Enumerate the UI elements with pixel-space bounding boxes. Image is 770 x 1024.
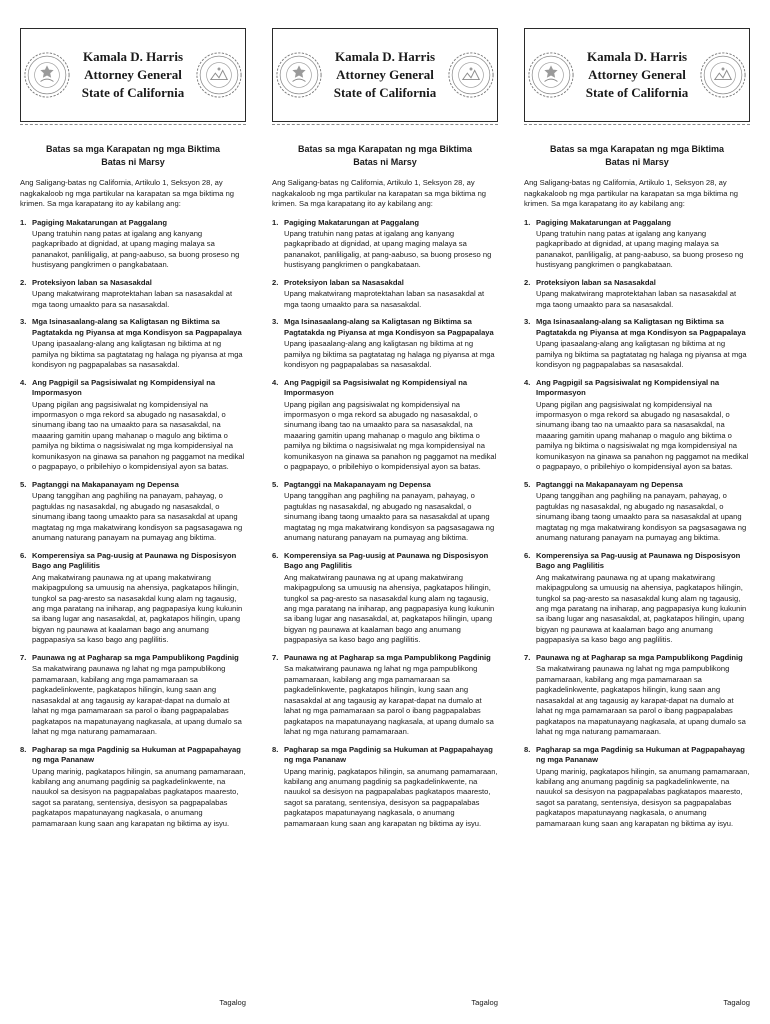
right-number: 4. [524, 377, 531, 387]
right-number: 6. [524, 550, 531, 560]
fold-line [524, 124, 750, 125]
rights-list [20, 218, 246, 837]
right-item [20, 317, 246, 370]
official-state: State of California [81, 84, 185, 100]
right-title: Paunawa ng at Pagharap sa mga Pampublikong Pagdinig [32, 652, 239, 662]
right-number: 8. [272, 744, 279, 754]
right-content [284, 745, 498, 830]
right-content [32, 317, 246, 370]
intro-paragraph: Ang Saligang-batas ng California, Artikulo 1, Seksyon 28, ay nagkakaloob ng mga partikular na karapatan sa mga biktima ng krimen. Sa mga karapatang ito ay kabilang ang: [272, 178, 487, 209]
right-content [284, 551, 498, 646]
right-content [32, 745, 246, 830]
right-number: 1. [272, 217, 279, 227]
language-label: Tagalog [723, 997, 750, 1007]
right-content [284, 378, 498, 473]
right-body: Upang tratuhin nang patas at igalang ang kanyang pagkapribado at dignidad, at upang maging malaya sa pananakot, panliligalig, at pang-aabuso, sa buong proseso ng hustisyang pangkrimen o pangkabataan. [536, 228, 744, 270]
right-body: Sa makatwirang paunawa ng lahat ng mga pampublikong pamamaraan, kabilang ang mga pamamaraan sa pagkadelinkwente, pagkatapos hilingin, kung saan ang nasasakdal at ang tagausig ay karapat-dapat na dumalo at lahat ng mga pamamaraan sa parol o ibang pagpapalabas pagkatapos na mapatunayang nagkasala, at upang dumalo sa lahat ng mga naturang pamamaraan. [32, 664, 242, 737]
right-body: Sa makatwirang paunawa ng lahat ng mga pampublikong pamamaraan, kabilang ang mga pamamaraan sa pagkadelinkwente, pagkatapos hilingin, kung saan ang nasasakdal at ang tagausig ay karapat-dapat na dumalo at lahat ng mga pamamaraan sa parol o ibang pagpapalabas pagkatapos na mapatunayang nagkasala, at upang dumalo sa lahat ng mga naturang pamamaraan. [536, 664, 746, 737]
right-number: 5. [524, 479, 531, 489]
california-attorney-general-seal-icon [276, 52, 322, 98]
right-title: Ang Pagpigil sa Pagsisiwalat ng Kompidensiyal na Impormasyon [536, 377, 720, 398]
right-content [32, 218, 246, 271]
right-content [536, 278, 750, 310]
right-title: Proteksiyon laban sa Nasasakdal [32, 277, 152, 287]
right-item [20, 653, 246, 738]
intro-paragraph: Ang Saligang-batas ng California, Artikulo 1, Seksyon 28, ay nagkakaloob ng mga partikular na karapatan sa mga biktima ng krimen. Sa mga karapatang ito ay kabilang ang: [20, 178, 235, 209]
right-body: Ang makatwirang paunawa ng at upang makatwirang makipagpulong sa umuusig na ahensiya, pagkatapos hilingin, tungkol sa pag-aresto sa nasasakdal kung alam ng tagausig, ang mga paratang na iniharap, ang pagpapasiya kung kukunin sa ibang lugar ang nasasakdal, at, pagkatapos hilingin, upang bigyan ng paunawa at kaalaman bago ang anumang pagpapasiya sa kaso bago ang paglilitis. [32, 572, 243, 645]
right-item [20, 378, 246, 473]
right-body: Upang marinig, pagkatapos hilingin, sa anumang pamamaraan, kabilang ang anumang pagdinig sa pagkadelinkwente, na nauukol sa desisyon na pagpapalabas pagkatapos maaresto, sagot sa paratang, sentensiya, desisyon sa pagpapalabas pagkatapos mapatunayang nagkasala, o anumang pamamaraan kung saan ang karapatan ng biktima ay isyu. [536, 766, 750, 828]
right-body: Upang tratuhin nang patas at igalang ang kanyang pagkapribado at dignidad, at upang maging malaya sa pananakot, panliligalig, at pang-aabuso, sa buong proseso ng hustisyang pangkrimen o pangkabataan. [284, 228, 492, 270]
right-body: Upang tanggihan ang paghiling na panayam, pahayag, o pagtuklas ng nasasakdal, ng abugado ng nasasakdal, o sinumang ibang taong umaakto para sa nasasakdal at upang magtatag ng mga makatwirang kondisyon sa pagsasagawa ng anumang naturang panayam na pumayag ang biktima. [32, 491, 243, 543]
right-title: Komperensiya sa Pag-uusig at Paunawa ng Disposisyon Bago ang Paglilitis [284, 550, 489, 571]
right-content [284, 653, 498, 738]
brochure-panel [272, 28, 498, 1008]
right-title: Pagharap sa mga Pagdinig sa Hukuman at Pagpapahayag ng mga Pananaw [284, 744, 493, 765]
right-body: Sa makatwirang paunawa ng lahat ng mga pampublikong pamamaraan, kabilang ang mga pamamaraan sa pagkadelinkwente, pagkatapos hilingin, kung saan ang nasasakdal at ang tagausig ay karapat-dapat na dumalo at lahat ng mga pamamaraan sa parol o ibang pagpapalabas pagkatapos na mapatunayang nagkasala, at upang dumalo sa lahat ng mga naturang pamamaraan. [284, 664, 494, 737]
right-content [284, 480, 498, 544]
language-label: Tagalog [219, 997, 246, 1007]
right-number: 5. [20, 479, 27, 489]
right-title: Pagtanggi na Makapanayam ng Depensa [284, 479, 431, 489]
right-number: 3. [272, 317, 279, 327]
right-body: Upang pigilan ang pagsisiwalat ng kompidensiyal na impormasyon o mga rekord sa abugado ng nasasakdal, o sinumang ibang tao na umaakto para sa nasasakdal, na maaaring gamitin upang mahanap o magulo ang biktima o pamilya ng biktima o nagsisiwalat ng mga kompidensiyal na komunikasyon na ginawa sa panahon ng paggamot na medikal o pagpapayo, o pribilehiyo o kompidensiyal ayon sa batas. [32, 399, 245, 472]
right-number: 4. [20, 377, 27, 387]
right-body: Upang pigilan ang pagsisiwalat ng kompidensiyal na impormasyon o mga rekord sa abugado ng nasasakdal, o sinumang ibang tao na umaakto para sa nasasakdal, na maaaring gamitin upang mahanap o magulo ang biktima o pamilya ng biktima o nagsisiwalat ng mga kompidensiyal na komunikasyon na ginawa sa panahon ng paggamot na medikal o pagpapayo, o pribilehiyo o kompidensiyal ayon sa batas. [284, 399, 497, 472]
document-title-line2: Batas ni Marsy [605, 157, 669, 168]
official-name: Kamala D. Harris [82, 49, 183, 65]
right-body: Upang marinig, pagkatapos hilingin, sa anumang pamamaraan, kabilang ang anumang pagdinig sa pagkadelinkwente, na nauukol sa desisyon na pagpapalabas pagkatapos maaresto, sagot sa paratang, sentensiya, desisyon sa pagpapalabas pagkatapos mapatunayang nagkasala, o anumang pamamaraan kung saan ang karapatan ng biktima ay isyu. [284, 766, 498, 828]
right-item [20, 218, 246, 271]
header-text [574, 48, 700, 102]
document-title [26, 143, 240, 169]
brochure-panel [524, 28, 750, 1008]
right-content [536, 653, 750, 738]
right-number: 4. [272, 377, 279, 387]
right-item [524, 218, 750, 271]
document-title [530, 143, 744, 169]
right-content [32, 378, 246, 473]
state-of-california-seal-icon [448, 52, 494, 98]
right-title: Mga Isinasaalang-alang sa Kaligtasan ng Biktima sa Pagtatakda ng Piyansa at mga Kondisyon sa Pagpapalaya [284, 317, 494, 337]
state-of-california-seal-icon [196, 52, 242, 98]
right-title: Ang Pagpigil sa Pagsisiwalat ng Kompidensiyal na Impormasyon [284, 377, 468, 398]
fold-line [20, 124, 246, 125]
right-number: 8. [20, 744, 27, 754]
right-item [272, 317, 498, 370]
right-content [536, 218, 750, 271]
rights-list [524, 218, 750, 837]
right-item [272, 745, 498, 830]
right-item [20, 480, 246, 544]
right-item [20, 745, 246, 830]
right-title: Proteksiyon laban sa Nasasakdal [536, 277, 656, 287]
right-item [524, 278, 750, 310]
right-number: 1. [524, 217, 531, 227]
right-body: Upang tratuhin nang patas at igalang ang kanyang pagkapribado at dignidad, at upang maging malaya sa pananakot, panliligalig, at pang-aabuso, sa buong proseso ng hustisyang pangkrimen o pangkabataan. [32, 228, 240, 270]
right-body: Upang ipasaalang-alang ang kaligtasan ng biktima at ng pamilya ng biktima sa pagtatatag ng halaga ng piyansa at mga kondisyon ng pagpapalabas sa nasasakdal. [536, 339, 747, 370]
right-content [32, 551, 246, 646]
right-item [272, 551, 498, 646]
right-title: Pagtanggi na Makapanayam ng Depensa [536, 479, 683, 489]
right-number: 6. [20, 550, 27, 560]
right-content [32, 480, 246, 544]
header-text [322, 48, 448, 102]
header-box [20, 28, 246, 122]
right-title: Ang Pagpigil sa Pagsisiwalat ng Kompidensiyal na Impormasyon [32, 377, 216, 398]
right-number: 3. [20, 317, 27, 327]
right-title: Komperensiya sa Pag-uusig at Paunawa ng Disposisyon Bago ang Paglilitis [32, 550, 237, 571]
right-title: Mga Isinasaalang-alang sa Kaligtasan ng Biktima sa Pagtatakda ng Piyansa at mga Kondisyon sa Pagpapalaya [32, 317, 242, 337]
right-item [524, 653, 750, 738]
right-body: Upang makatwirang maprotektahan laban sa nasasakdal at mga taong umaakto para sa nasasakdal. [32, 289, 233, 309]
official-title: Attorney General [588, 67, 686, 83]
right-body: Upang tanggihan ang paghiling na panayam, pahayag, o pagtuklas ng nasasakdal, ng abugado ng nasasakdal, o sinumang ibang taong umaakto para sa nasasakdal at upang magtatag ng mga makatwirang kondisyon sa pagsasagawa ng anumang naturang panayam na pumayag ang biktima. [284, 491, 495, 543]
official-state: State of California [333, 84, 437, 100]
header-text [70, 48, 196, 102]
right-number: 5. [272, 479, 279, 489]
right-item [272, 653, 498, 738]
right-item [272, 480, 498, 544]
right-body: Upang ipasaalang-alang ang kaligtasan ng biktima at ng pamilya ng biktima sa pagtatatag ng halaga ng piyansa at mga kondisyon ng pagpapalabas sa nasasakdal. [284, 339, 495, 370]
right-number: 7. [272, 652, 279, 662]
official-state: State of California [585, 84, 689, 100]
right-number: 2. [20, 277, 27, 287]
right-number: 1. [20, 217, 27, 227]
california-attorney-general-seal-icon [24, 52, 70, 98]
official-name: Kamala D. Harris [334, 49, 435, 65]
official-title: Attorney General [84, 67, 182, 83]
document-title-line1: Batas sa mga Karapatan ng mga Biktima [549, 144, 725, 154]
document-title-line1: Batas sa mga Karapatan ng mga Biktima [45, 144, 221, 154]
right-title: Pagiging Makatarungan at Paggalang [536, 217, 672, 227]
right-body: Upang tanggihan ang paghiling na panayam, pahayag, o pagtuklas ng nasasakdal, ng abugado ng nasasakdal, o sinumang ibang taong umaakto para sa nasasakdal at upang magtatag ng mga makatwirang kondisyon sa pagsasagawa ng anumang naturang panayam na pumayag ang biktima. [536, 491, 747, 543]
fold-line [272, 124, 498, 125]
header-box [272, 28, 498, 122]
right-title: Pagharap sa mga Pagdinig sa Hukuman at Pagpapahayag ng mga Pananaw [536, 744, 745, 765]
right-content [284, 278, 498, 310]
state-of-california-seal-icon [700, 52, 746, 98]
right-item [524, 745, 750, 830]
document-title [278, 143, 492, 169]
right-body: Ang makatwirang paunawa ng at upang makatwirang makipagpulong sa umuusig na ahensiya, pagkatapos hilingin, tungkol sa pag-aresto sa nasasakdal kung alam ng tagausig, ang mga paratang na iniharap, ang pagpapasiya kung kukunin sa ibang lugar ang nasasakdal, at, pagkatapos hilingin, upang bigyan ng paunawa at kaalaman bago ang anumang pagpapasiya sa kaso bago ang paglilitis. [536, 572, 747, 645]
right-item [20, 278, 246, 310]
right-body: Upang makatwirang maprotektahan laban sa nasasakdal at mga taong umaakto para sa nasasakdal. [284, 289, 485, 309]
right-title: Proteksiyon laban sa Nasasakdal [284, 277, 404, 287]
right-number: 7. [20, 652, 27, 662]
right-item [272, 218, 498, 271]
right-body: Upang pigilan ang pagsisiwalat ng kompidensiyal na impormasyon o mga rekord sa abugado ng nasasakdal, o sinumang ibang tao na umaakto para sa nasasakdal, na maaaring gamitin upang mahanap o magulo ang biktima o pamilya ng biktima o nagsisiwalat ng mga kompidensiyal na komunikasyon na ginawa sa panahon ng paggamot na medikal o pagpapayo, o pribilehiyo o kompidensiyal ayon sa batas. [536, 399, 749, 472]
right-title: Pagharap sa mga Pagdinig sa Hukuman at Pagpapahayag ng mga Pananaw [32, 744, 241, 765]
right-content [536, 317, 750, 370]
language-label: Tagalog [471, 997, 498, 1007]
right-item [524, 480, 750, 544]
right-content [32, 278, 246, 310]
right-title: Komperensiya sa Pag-uusig at Paunawa ng Disposisyon Bago ang Paglilitis [536, 550, 741, 571]
document-title-line2: Batas ni Marsy [353, 157, 417, 168]
right-content [284, 218, 498, 271]
right-number: 2. [524, 277, 531, 287]
document-title-line2: Batas ni Marsy [101, 157, 165, 168]
right-title: Pagiging Makatarungan at Paggalang [284, 217, 420, 227]
right-title: Pagiging Makatarungan at Paggalang [32, 217, 168, 227]
right-title: Mga Isinasaalang-alang sa Kaligtasan ng Biktima sa Pagtatakda ng Piyansa at mga Kondisyon sa Pagpapalaya [536, 317, 746, 337]
right-title: Paunawa ng at Pagharap sa mga Pampublikong Pagdinig [536, 652, 743, 662]
right-number: 7. [524, 652, 531, 662]
official-title: Attorney General [336, 67, 434, 83]
right-item [524, 378, 750, 473]
right-content [284, 317, 498, 370]
right-item [272, 278, 498, 310]
right-number: 8. [524, 744, 531, 754]
right-item [524, 551, 750, 646]
right-title: Pagtanggi na Makapanayam ng Depensa [32, 479, 179, 489]
right-content [32, 653, 246, 738]
official-name: Kamala D. Harris [586, 49, 687, 65]
document-title-line1: Batas sa mga Karapatan ng mga Biktima [297, 144, 473, 154]
brochure-panel [20, 28, 246, 1008]
right-body: Upang makatwirang maprotektahan laban sa nasasakdal at mga taong umaakto para sa nasasakdal. [536, 289, 737, 309]
right-item [524, 317, 750, 370]
rights-list [272, 218, 498, 837]
right-item [272, 378, 498, 473]
right-number: 3. [524, 317, 531, 327]
right-title: Paunawa ng at Pagharap sa mga Pampublikong Pagdinig [284, 652, 491, 662]
right-content [536, 378, 750, 473]
intro-paragraph: Ang Saligang-batas ng California, Artikulo 1, Seksyon 28, ay nagkakaloob ng mga partikular na karapatan sa mga biktima ng krimen. Sa mga karapatang ito ay kabilang ang: [524, 178, 739, 209]
right-content [536, 551, 750, 646]
right-content [536, 480, 750, 544]
right-item [20, 551, 246, 646]
right-number: 2. [272, 277, 279, 287]
right-body: Ang makatwirang paunawa ng at upang makatwirang makipagpulong sa umuusig na ahensiya, pagkatapos hilingin, tungkol sa pag-aresto sa nasasakdal kung alam ng tagausig, ang mga paratang na iniharap, ang pagpapasiya kung kukunin sa ibang lugar ang nasasakdal, at, pagkatapos hilingin, upang bigyan ng paunawa at kaalaman bago ang anumang pagpapasiya sa kaso bago ang paglilitis. [284, 572, 495, 645]
right-body: Upang marinig, pagkatapos hilingin, sa anumang pamamaraan, kabilang ang anumang pagdinig sa pagkadelinkwente, na nauukol sa desisyon na pagpapalabas pagkatapos maaresto, sagot sa paratang, sentensiya, desisyon sa pagpapalabas pagkatapos mapatunayang nagkasala, o anumang pamamaraan kung saan ang karapatan ng biktima ay isyu. [32, 766, 246, 828]
right-number: 6. [272, 550, 279, 560]
header-box [524, 28, 750, 122]
right-body: Upang ipasaalang-alang ang kaligtasan ng biktima at ng pamilya ng biktima sa pagtatatag ng halaga ng piyansa at mga kondisyon ng pagpapalabas sa nasasakdal. [32, 339, 243, 370]
right-content [536, 745, 750, 830]
california-attorney-general-seal-icon [528, 52, 574, 98]
